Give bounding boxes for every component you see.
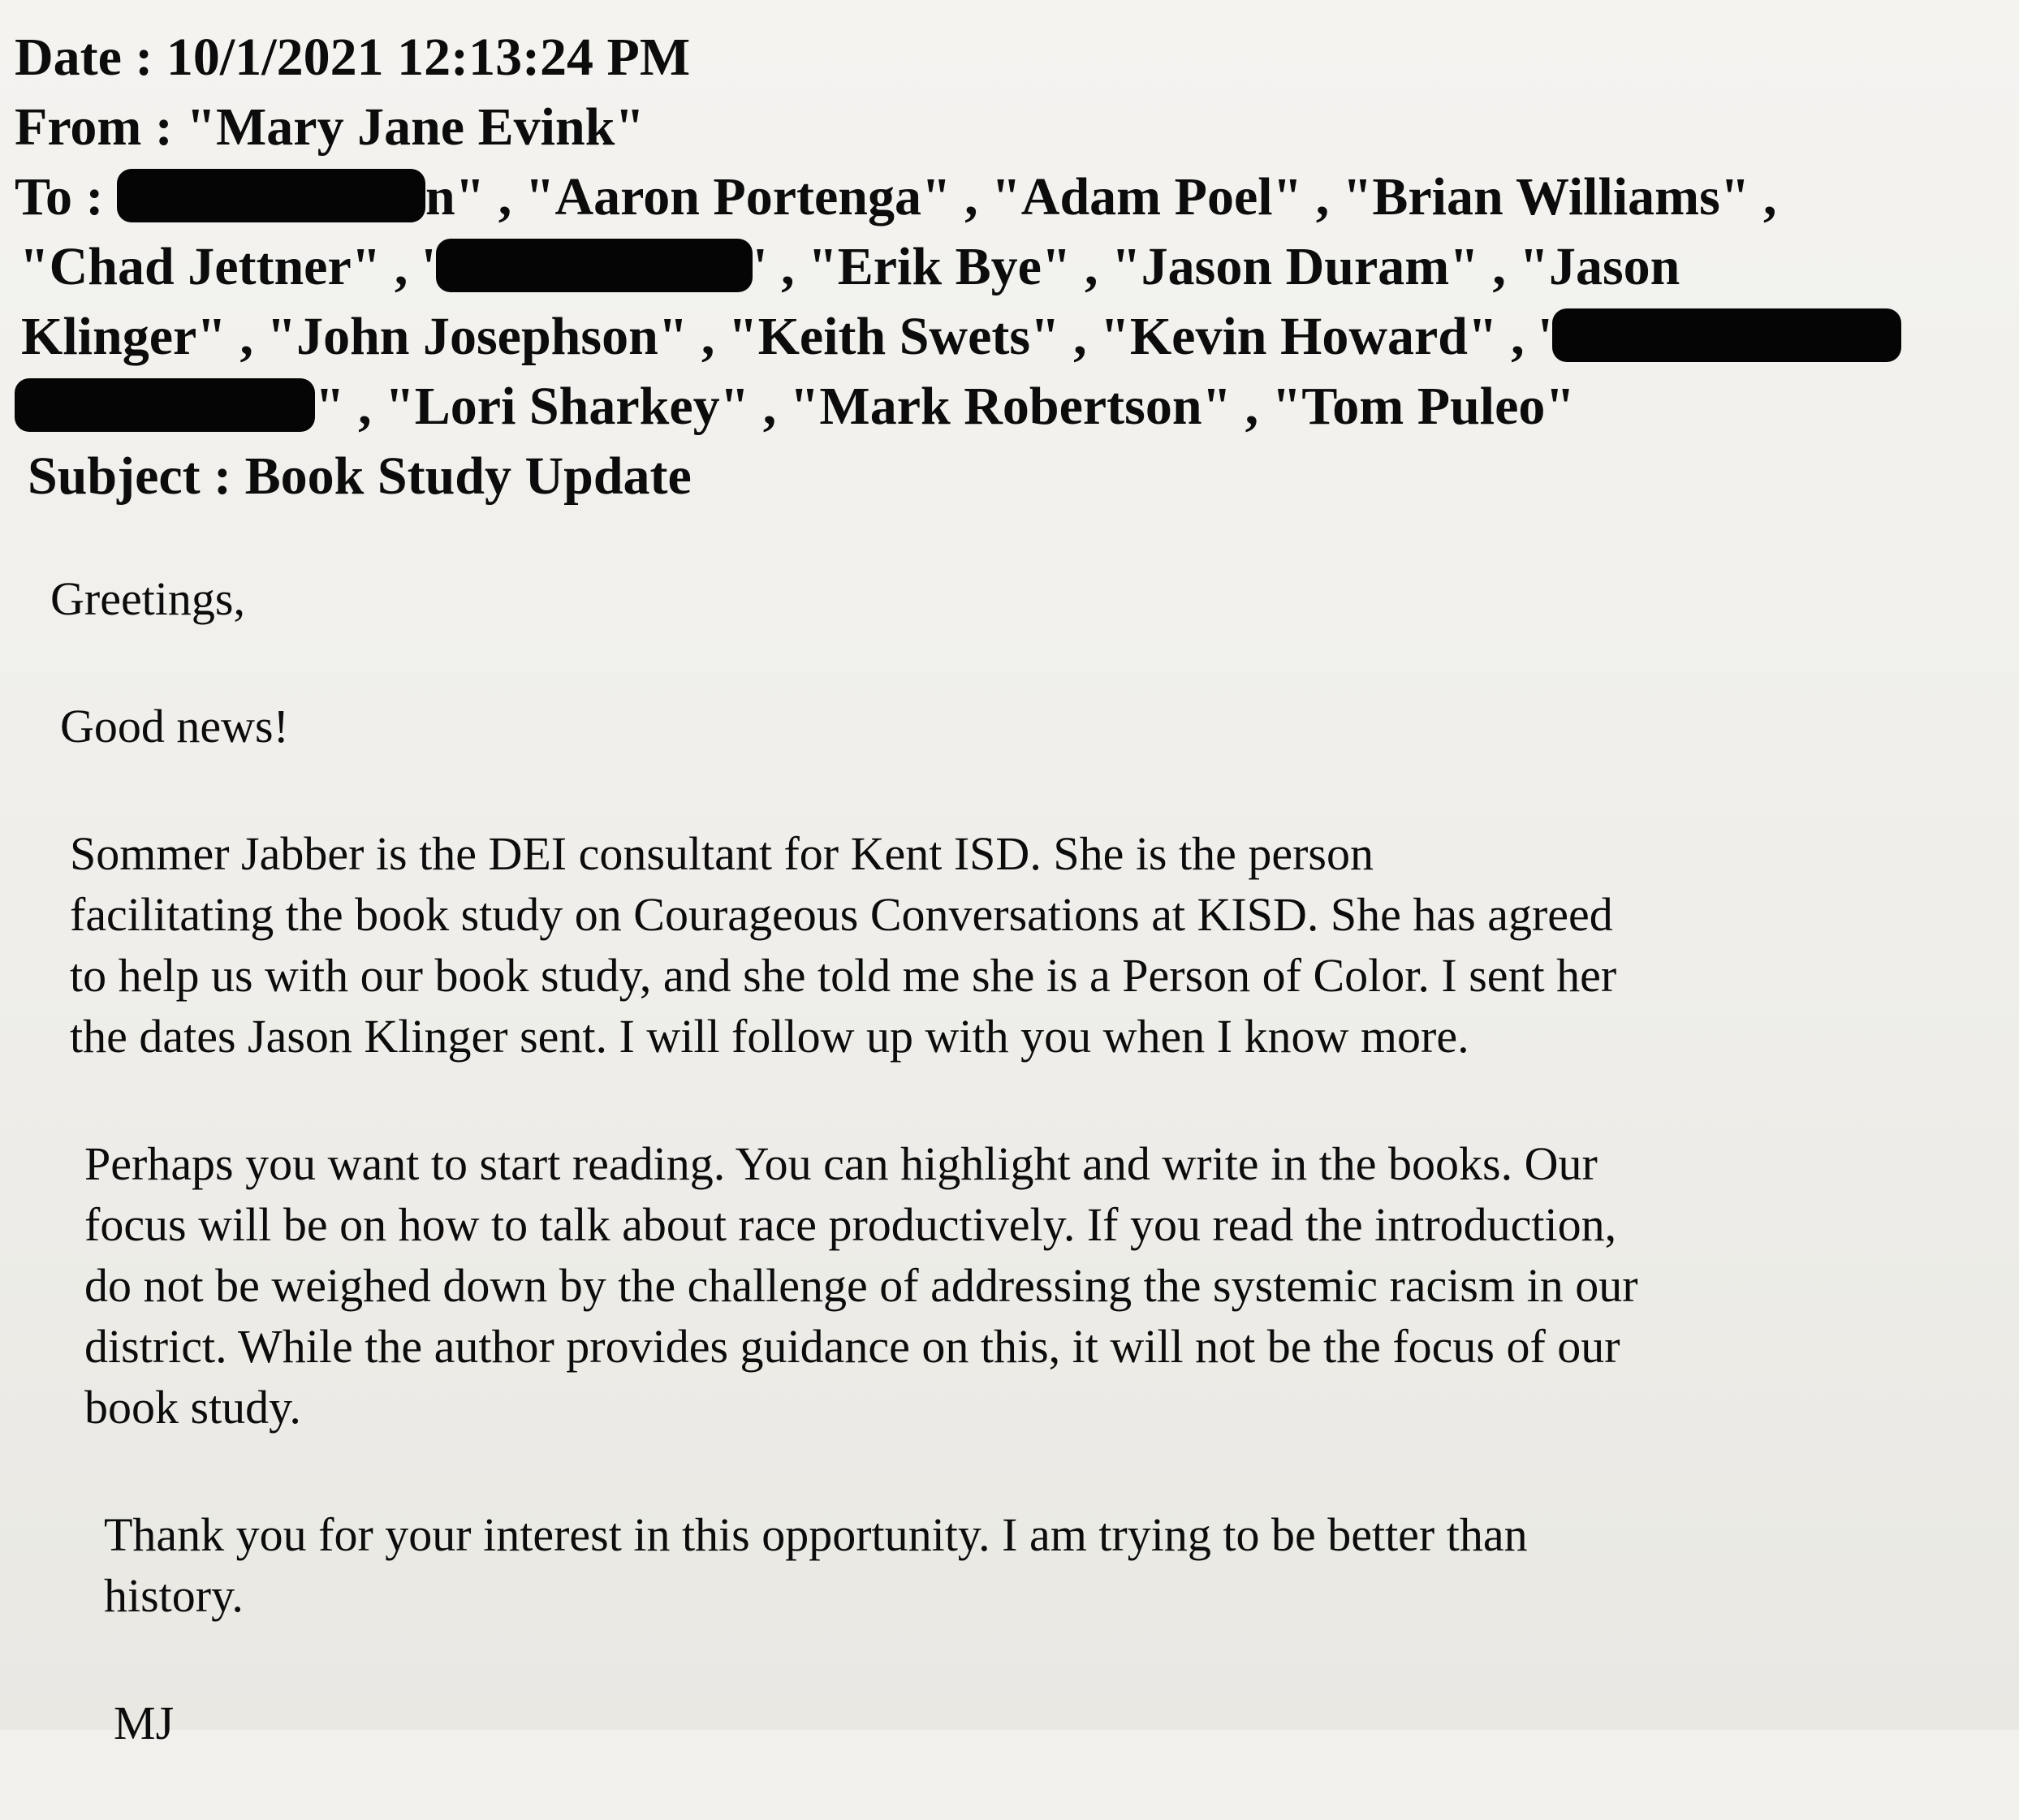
to-recipients-2b: ' , "Erik Bye" , "Jason Duram" , "Jason xyxy=(753,237,1680,296)
date-value: 10/1/2021 12:13:24 PM xyxy=(166,28,691,87)
to-recipients-1: n" , "Aaron Portenga" , "Adam Poel" , "Brian Williams" , xyxy=(425,167,1777,226)
signature: MJ xyxy=(114,1697,175,1749)
paragraph-reading: Perhaps you want to start reading. You can highlight and write in the books. Our focus will be on how to talk about race productively. If you read the introduction, do not be weighed down by the challenge of addressing the systemic racism in our district. While the author provides guidance on this, it will not be the focus of our book study. xyxy=(84,1137,1638,1434)
from-line xyxy=(15,93,1995,162)
to-line-1 xyxy=(15,162,1995,232)
subject-line xyxy=(15,442,1995,511)
redaction-mark xyxy=(436,239,753,292)
to-label: To : xyxy=(15,167,104,226)
subject-value: Book Study Update xyxy=(244,446,692,506)
from-value: "Mary Jane Evink" xyxy=(186,97,645,157)
to-line-2 xyxy=(15,232,1995,302)
from-label: From : xyxy=(15,97,173,157)
date-line xyxy=(15,23,1995,93)
to-recipients-4: " , "Lori Sharkey" , "Mark Robertson" , "Tom Puleo" xyxy=(315,377,1576,436)
paragraph-thanks: Thank you for your interest in this opportunity. I am trying to be better than history. xyxy=(104,1508,1528,1622)
good-news-line: Good news! xyxy=(60,700,289,753)
paragraph-consultant: Sommer Jabber is the DEI consultant for Kent ISD. She is the person facilitating the book study on Courageous Conversations at KISD. She has agreed to help us with our book study, and she told me she is a Person of Color. I sent her the dates Jason Klinger sent. I will follow up with you when I know more. xyxy=(70,827,1617,1063)
to-line-4 xyxy=(15,372,1995,442)
to-line-3 xyxy=(15,302,1995,372)
redaction-mark xyxy=(117,169,425,222)
email-body xyxy=(50,568,1942,1820)
redaction-mark xyxy=(1552,308,1901,362)
subject-label: Subject : xyxy=(28,446,232,506)
to-recipients-2a: "Chad Jettner" , ' xyxy=(19,237,437,296)
to-recipients-3: Klinger" , "John Josephson" , "Keith Swets" , "Kevin Howard" , ' xyxy=(21,307,1553,366)
email-header xyxy=(15,23,1995,511)
redaction-mark xyxy=(15,378,315,432)
greeting: Greetings, xyxy=(50,572,245,625)
date-label: Date : xyxy=(15,28,153,87)
